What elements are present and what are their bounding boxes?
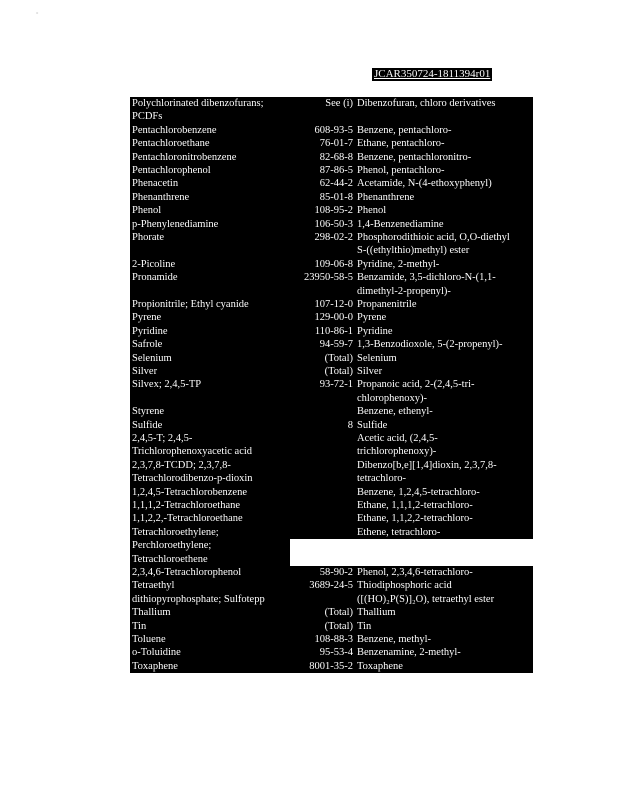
cell-cas <box>290 432 355 459</box>
cell-name: 2,3,7,8-TCDD; 2,3,7,8- Tetrachlorodibenzo-p-dioxin <box>130 459 290 486</box>
cell-synonym: Propanenitrile <box>355 298 533 311</box>
cell-name: Sulfide <box>130 419 290 432</box>
cell-synonym: Dibenzofuran, chloro derivatives <box>355 97 533 124</box>
cell-name: Safrole <box>130 338 290 351</box>
cell-synonym: Thallium <box>355 606 533 619</box>
cell-cas <box>290 459 355 486</box>
document-id: JCAR350724-1811394r01 <box>374 68 491 80</box>
cell-cas <box>290 526 355 539</box>
cell-name: o-Toluidine <box>130 646 290 659</box>
cell-synonym: Sulfide <box>355 419 533 432</box>
cell-name: 1,1,1,2-Tetrachloroethane <box>130 499 290 512</box>
cell-cas: 129-00-0 <box>290 311 355 324</box>
cell-synonym: Phosphorodithioic acid, O,O-diethyl S-((ethylthio)methyl) ester <box>355 231 533 258</box>
cell-name: Phenol <box>130 204 290 217</box>
cell-name: Pronamide <box>130 271 290 298</box>
cell-cas <box>290 499 355 512</box>
cell-name: Toluene <box>130 633 290 646</box>
cell-synonym: Benzene, 1,2,4,5-tetrachloro- <box>355 486 533 499</box>
cell-name: Silvex; 2,4,5-TP <box>130 378 290 405</box>
cell-synonym: Phenanthrene <box>355 191 533 204</box>
cell-synonym: Benzenamine, 2-methyl- <box>355 646 533 659</box>
cell-cas: 8 <box>290 419 355 432</box>
cell-synonym: Phenol, 2,3,4,6-tetrachloro- <box>355 566 533 579</box>
cell-synonym: Dibenzo[b,e][1,4]dioxin, 2,3,7,8- tetrachloro- <box>355 459 533 486</box>
cell-name: 2,3,4,6-Tetrachlorophenol <box>130 566 290 579</box>
cell-cas: 608-93-5 <box>290 124 355 137</box>
cell-cas: 106-50-3 <box>290 218 355 231</box>
cell-synonym: 1,4-Benzenediamine <box>355 218 533 231</box>
cell-synonym: Pyridine, 2-methyl- <box>355 258 533 271</box>
cell-name: Tin <box>130 620 290 633</box>
cell-name: Toxaphene <box>130 660 290 673</box>
cell-synonym: Tin <box>355 620 533 633</box>
cell-name: Thallium <box>130 606 290 619</box>
cell-synonym: Pyrene <box>355 311 533 324</box>
cell-synonym: Phenol, pentachloro- <box>355 164 533 177</box>
cell-name: Pentachlorobenzene <box>130 124 290 137</box>
cell-cas <box>290 405 355 418</box>
cell-name: Styrene <box>130 405 290 418</box>
cell-synonym: Benzene, ethenyl- <box>355 405 533 418</box>
cell-name: 1,1,2,2,-Tetrachloroethane <box>130 512 290 525</box>
cell-name: p-Phenylenediamine <box>130 218 290 231</box>
cell-synonym: Thiodiphosphoric acid ([(HO)₂P(S)]₂O), tetraethyl ester <box>355 579 533 606</box>
cell-cas: See (i) <box>290 97 355 124</box>
corner-mark: ° <box>36 12 39 18</box>
cell-cas: 93-72-1 <box>290 378 355 405</box>
cell-cas: 298-02-2 <box>290 231 355 258</box>
cell-cas: 23950-58-5 <box>290 271 355 298</box>
cell-name: Tetraethyl dithiopyrophosphate; Sulfotepp <box>130 579 290 606</box>
cell-name: Propionitrile; Ethyl cyanide <box>130 298 290 311</box>
cell-synonym: Propanoic acid, 2-(2,4,5-tri- chlorophenoxy)- <box>355 378 533 405</box>
cell-cas: 76-01-7 <box>290 137 355 150</box>
cell-synonym: Pyridine <box>355 325 533 338</box>
cell-cas: 94-59-7 <box>290 338 355 351</box>
cell-name: Selenium <box>130 352 290 365</box>
cell-synonym: Selenium <box>355 352 533 365</box>
cell-name: Pentachlorophenol <box>130 164 290 177</box>
cell-cas: 107-12-0 <box>290 298 355 311</box>
cell-name: 1,2,4,5-Tetrachlorobenzene <box>130 486 290 499</box>
cell-name: Tetrachloroethylene; Perchloroethylene; Tetrachloroethene <box>130 526 290 566</box>
cell-cas: (Total) <box>290 352 355 365</box>
cell-synonym: Ethene, tetrachloro- <box>355 526 533 539</box>
cell-cas: 85-01-8 <box>290 191 355 204</box>
cell-name: Pyrene <box>130 311 290 324</box>
cell-cas: 8001-35-2 <box>290 660 355 673</box>
cell-name: Silver <box>130 365 290 378</box>
cell-cas: 110-86-1 <box>290 325 355 338</box>
cell-name: Pyridine <box>130 325 290 338</box>
cell-synonym: Benzamide, 3,5-dichloro-N-(1,1- dimethyl-2-propenyl)- <box>355 271 533 298</box>
cell-cas <box>290 512 355 525</box>
cell-cas: 108-88-3 <box>290 633 355 646</box>
cell-cas: 87-86-5 <box>290 164 355 177</box>
cell-name: 2,4,5-T; 2,4,5- Trichlorophenoxyacetic acid <box>130 432 290 459</box>
cell-cas: (Total) <box>290 606 355 619</box>
cell-name: Pentachloronitrobenzene <box>130 151 290 164</box>
cell-name: 2-Picoline <box>130 258 290 271</box>
cell-synonym: 1,3-Benzodioxole, 5-(2-propenyl)- <box>355 338 533 351</box>
cell-cas: 82-68-8 <box>290 151 355 164</box>
cell-synonym: Phenol <box>355 204 533 217</box>
cell-name: Phenanthrene <box>130 191 290 204</box>
cell-cas <box>290 486 355 499</box>
cell-name: Polychlorinated dibenzofurans; PCDFs <box>130 97 290 124</box>
cell-name: Phenacetin <box>130 177 290 190</box>
cell-synonym: Acetamide, N-(4-ethoxyphenyl) <box>355 177 533 190</box>
cell-cas: 62-44-2 <box>290 177 355 190</box>
cell-cas: 108-95-2 <box>290 204 355 217</box>
cell-synonym: Benzene, methyl- <box>355 633 533 646</box>
cell-name: Pentachloroethane <box>130 137 290 150</box>
cell-synonym: Benzene, pentachloro- <box>355 124 533 137</box>
cell-cas: 58-90-2 <box>290 566 355 579</box>
cell-cas: (Total) <box>290 620 355 633</box>
cell-synonym: Toxaphene <box>355 660 533 673</box>
cell-synonym: Ethane, 1,1,1,2-tetrachloro- <box>355 499 533 512</box>
cell-synonym: Ethane, pentachloro- <box>355 137 533 150</box>
cell-cas: 109-06-8 <box>290 258 355 271</box>
cell-synonym: Benzene, pentachloronitro- <box>355 151 533 164</box>
cell-cas: (Total) <box>290 365 355 378</box>
cell-cas: 3689-24-5 <box>290 579 355 606</box>
cell-synonym: Silver <box>355 365 533 378</box>
cell-name: Phorate <box>130 231 290 258</box>
cell-synonym: Ethane, 1,1,2,2-tetrachloro- <box>355 512 533 525</box>
cell-synonym: Acetic acid, (2,4,5- trichlorophenoxy)- <box>355 432 533 459</box>
cell-cas: 95-53-4 <box>290 646 355 659</box>
